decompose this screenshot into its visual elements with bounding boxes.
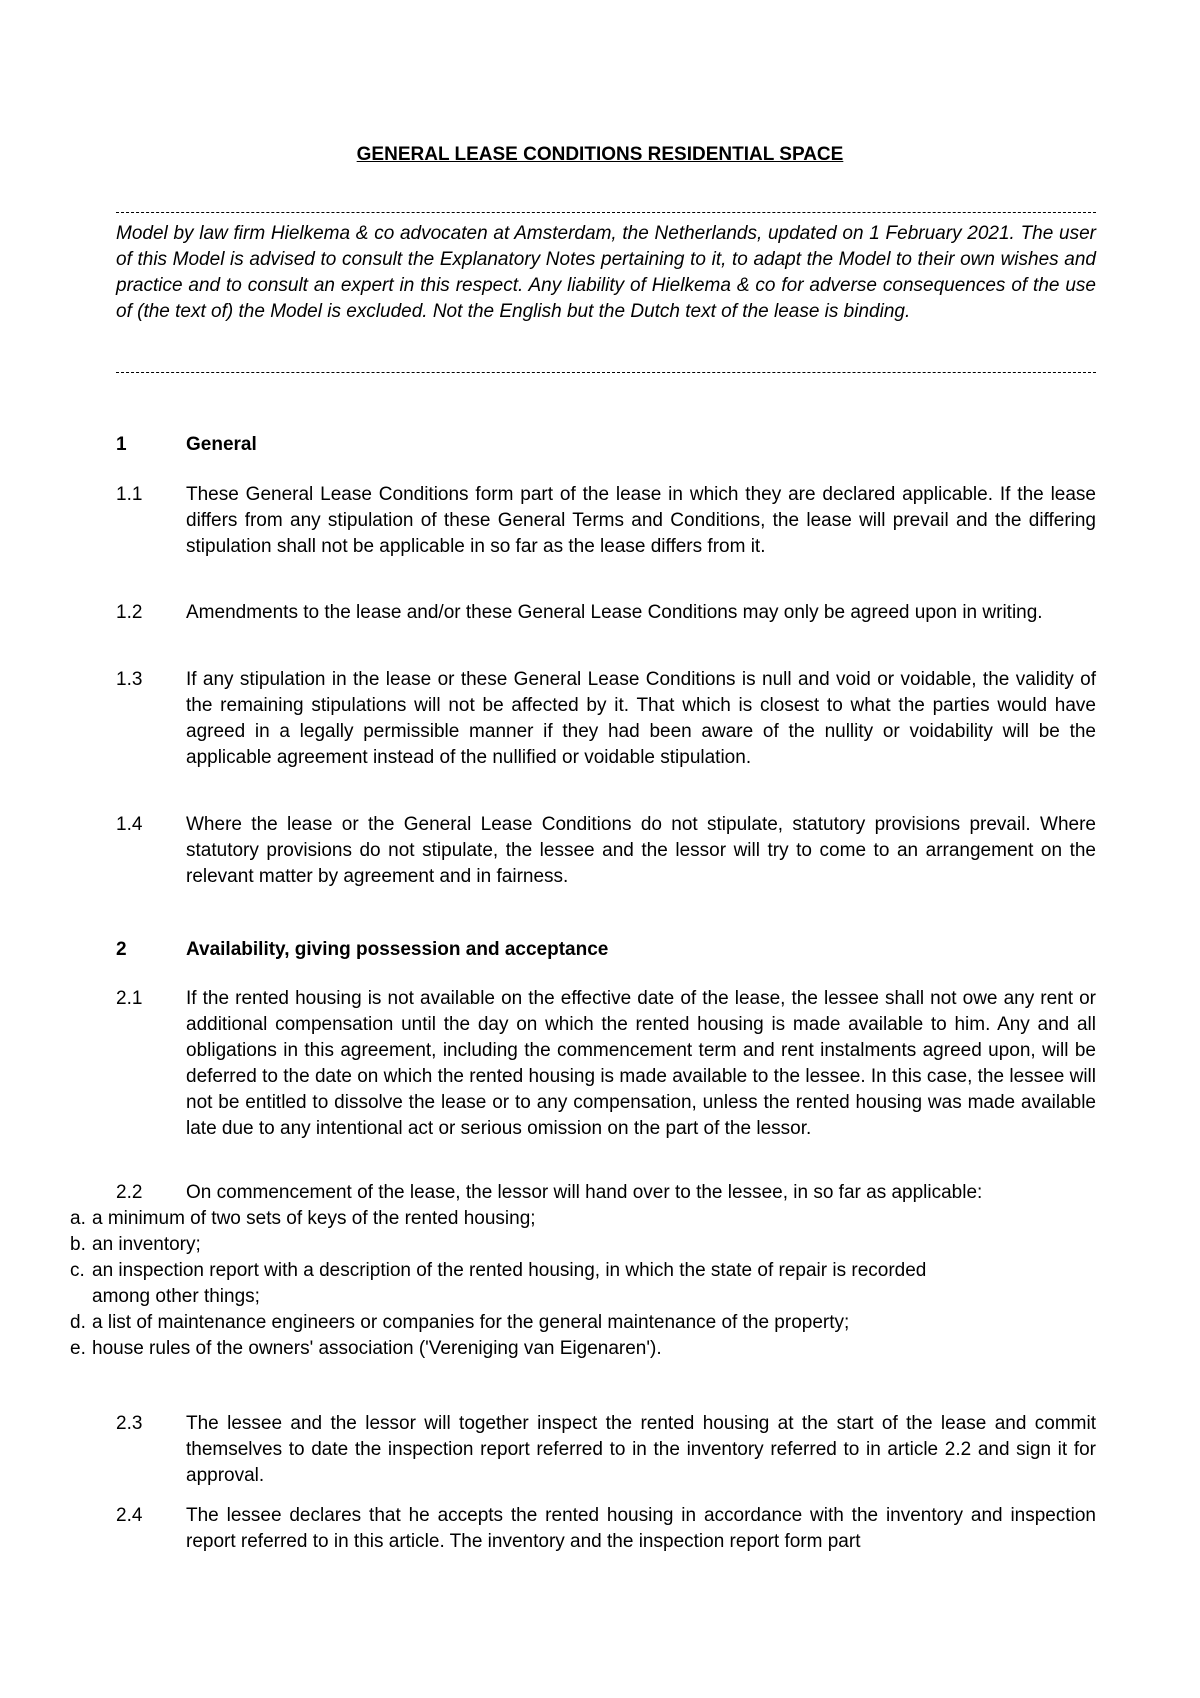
list-item-text: a minimum of two sets of keys of the rented housing; xyxy=(92,1208,536,1229)
list-marker: c. xyxy=(70,1260,85,1281)
clause-number: 2.4 xyxy=(116,1505,143,1526)
handover-list xyxy=(70,1206,980,1362)
clause-text: If any stipulation in the lease or these General Lease Conditions is null and void or voidable, the validity of the remaining stipulations will not be affected by it. That which is closest to what the parties would have agreed in a legally permissible manner if they had been aware of the nullity or voidability will be the applicable agreement instead of the nullified or voidable stipulation. xyxy=(186,669,1096,768)
clause-text: If the rented housing is not available on the effective date of the lease, the lessee shall not owe any rent or additional compensation until the day on which the rented housing is made available to him. Any and all obligations in this agreement, including the commencement term and rent instalments agreed upon, will be deferred to the date on which the rented housing is made available to the lessee. In this case, the lessee will not be entitled to dissolve the lease or to any compensation, unless the rented housing was made available late due to any intentional act or serious omission on the part of the lessor. xyxy=(186,988,1096,1139)
clause-number: 1.2 xyxy=(116,602,143,623)
clause-number: 2.3 xyxy=(116,1413,143,1434)
section-title: Availability, giving possession and acceptance xyxy=(186,939,609,960)
list-marker: b. xyxy=(70,1234,86,1255)
clause-number: 1.3 xyxy=(116,669,143,690)
disclaimer-text: Model by law firm Hielkema & co advocaten at Amsterdam, the Netherlands, updated on 1 February 2021. The user of this Model is advised to consult the Explanatory Notes pertaining to it, to adapt the Model to their own wishes and practice and to consult an expert in this respect. Any liability of Hielkema & co for adverse consequences of the use of (the text of) the Model is excluded. Not the English but the Dutch text of the lease is binding. xyxy=(116,223,1096,322)
list-item xyxy=(70,1232,980,1258)
document-title: GENERAL LEASE CONDITIONS RESIDENTIAL SPACE xyxy=(356,144,844,165)
clause-number: 2.1 xyxy=(116,988,143,1009)
list-item-text: an inspection report with a description of the rented housing, in which the state of repair is recorded among other things; xyxy=(92,1260,927,1307)
section-number: 2 xyxy=(116,939,127,960)
list-marker: e. xyxy=(70,1338,86,1359)
section-title: General xyxy=(186,434,257,455)
list-item xyxy=(70,1310,980,1336)
list-marker: a. xyxy=(70,1208,86,1229)
list-item xyxy=(70,1206,980,1232)
clause-text: On commencement of the lease, the lessor will hand over to the lessee, in so far as applicable: xyxy=(186,1182,983,1203)
clause-text: Where the lease or the General Lease Conditions do not stipulate, statutory provisions prevail. Where statutory provisions do not stipulate, the lessee and the lessor will try to come to an arrangement on the relevant matter by agreement and in fairness. xyxy=(186,814,1096,887)
clause-number: 2.2 xyxy=(116,1182,143,1203)
section-number: 1 xyxy=(116,434,127,455)
clause-text: The lessee and the lessor will together inspect the rented housing at the start of the lease and commit themselves to date the inspection report referred to in the inventory referred to in article 2.2 and sign it for approval. xyxy=(186,1413,1096,1486)
list-item-text: house rules of the owners' association ('Vereniging van Eigenaren'). xyxy=(92,1338,662,1359)
divider-top xyxy=(116,212,1096,213)
list-item-text: a list of maintenance engineers or companies for the general maintenance of the property; xyxy=(92,1312,850,1333)
list-marker: d. xyxy=(70,1312,86,1333)
clause-text: The lessee declares that he accepts the rented housing in accordance with the inventory and inspection report referred to in this article. The inventory and the inspection report form part xyxy=(186,1505,1096,1552)
clause-number: 1.4 xyxy=(116,814,143,835)
list-item xyxy=(70,1336,980,1362)
clause-text: Amendments to the lease and/or these General Lease Conditions may only be agreed upon in writing. xyxy=(186,602,1043,623)
clause-number: 1.1 xyxy=(116,484,143,505)
list-item-text: an inventory; xyxy=(92,1234,201,1255)
list-item xyxy=(70,1258,980,1310)
clause-text: These General Lease Conditions form part of the lease in which they are declared applicable. If the lease differs from any stipulation of these General Terms and Conditions, the lease will prevail and the differing stipulation shall not be applicable in so far as the lease differs from it. xyxy=(186,484,1096,557)
divider-bottom xyxy=(116,372,1096,373)
